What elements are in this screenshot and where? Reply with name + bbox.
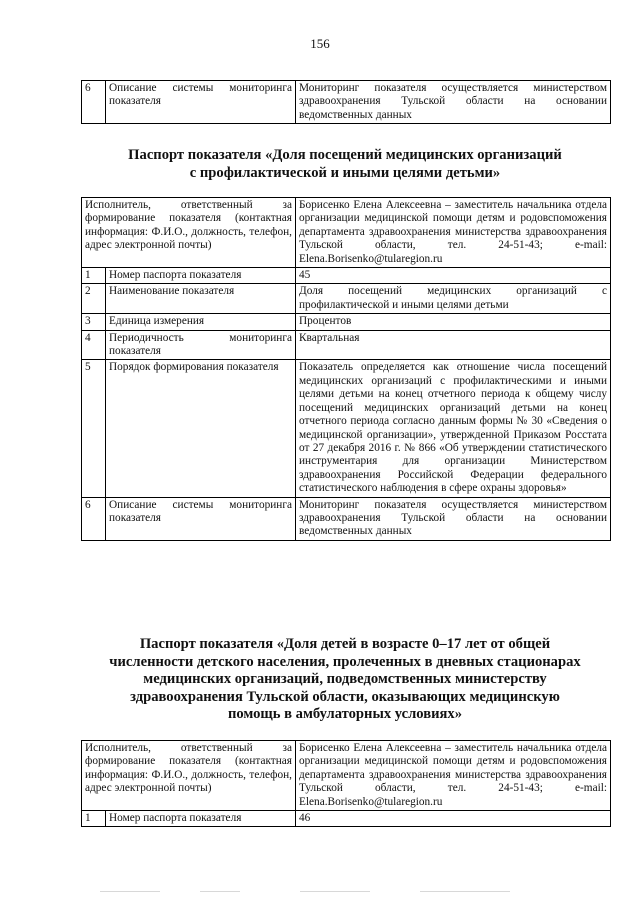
section2-heading-line: Паспорт показателя «Доля детей в возрасте 0–17 лет от общей — [139, 636, 551, 652]
section1-heading-line: Паспорт показателя «Доля посещений медицинских организаций — [128, 147, 562, 163]
executor-label: Исполнитель, ответственный за формирование показателя (контактная информация: Ф.И.О., должность, телефон, адрес электронной почты) — [82, 198, 296, 268]
section2-heading-line: помощь в амбулаторных условиях» — [227, 706, 463, 723]
row-number: 4 — [82, 330, 106, 360]
row-label: Периодичность мониторинга показателя — [106, 330, 296, 360]
row-number: 1 — [82, 268, 106, 284]
table-row — [82, 268, 611, 284]
row-label: Описание системы мониторинга показателя — [106, 81, 296, 124]
row-number: 3 — [82, 314, 106, 330]
section2-heading-line: здравоохранения Тульской области, оказывающих медицинскую — [130, 688, 560, 705]
table-row — [82, 497, 611, 540]
row-value: 46 — [296, 811, 611, 827]
executor-value: Борисенко Елена Алексеевна – заместитель начальника отдела организации медицинской помощи детям и родовспоможения департамента здравоохранения министерства здравоохранения Тульской области, тел. 24-51-43; e-mail: Elena.Borisenko@tularegion.ru — [296, 198, 611, 268]
row-label: Порядок формирования показателя — [106, 360, 296, 497]
table-row — [82, 360, 611, 497]
scan-artifact-line — [0, 891, 640, 892]
row-number: 5 — [82, 360, 106, 497]
page-number: 156 — [310, 36, 330, 51]
section2-heading — [70, 636, 620, 724]
top-table — [81, 80, 611, 124]
section2-heading-line: численности детского населения, пролеченных в дневных стационарах — [109, 653, 581, 670]
row-value: Мониторинг показателя осуществляется министерством здравоохранения Тульской области на основании ведомственных данных — [296, 81, 611, 124]
table-row — [82, 198, 611, 268]
row-value: Доля посещений медицинских организаций с профилактической и иными целями детьми — [296, 284, 611, 314]
executor-label: Исполнитель, ответственный за формирование показателя (контактная информация: Ф.И.О., должность, телефон, адрес электронной почты) — [82, 741, 296, 811]
section1-heading — [70, 147, 620, 182]
row-label: Наименование показателя — [106, 284, 296, 314]
table-row — [82, 330, 611, 360]
row-value: Мониторинг показателя осуществляется министерством здравоохранения Тульской области на основании ведомственных данных — [296, 497, 611, 540]
table-row — [82, 314, 611, 330]
table-row — [82, 81, 611, 124]
row-value: 45 — [296, 268, 611, 284]
row-value: Показатель определяется как отношение числа посещений медицинских организаций с профилактическими и иными целями детьми на конец отчетного периода к общему числу посещений медицинских организаций детьми на конец отчетного периода согласно данным формы № 30 «Сведения о медицинской организации», утвержденной Приказом Росстата от 27 декабря 2016 г. № 866 «Об утверждении статистического инструментария для организации Министерством здравоохранения Российской Федерации федерального статистического наблюдения в сфере охраны здоровья» — [296, 360, 611, 497]
executor-value: Борисенко Елена Алексеевна – заместитель начальника отдела организации медицинской помощи детям и родовспоможения департамента здравоохранения министерства здравоохранения Тульской области, тел. 24-51-43; e-mail: Elena.Borisenko@tularegion.ru — [296, 741, 611, 811]
table-row — [82, 811, 611, 827]
row-label: Номер паспорта показателя — [106, 268, 296, 284]
section2-table — [81, 740, 611, 827]
row-number: 2 — [82, 284, 106, 314]
section2-heading-line: медицинских организаций, подведомственных министерству — [143, 671, 547, 688]
section1-heading-line: с профилактической и иными целями детьми» — [189, 164, 501, 181]
table-row — [82, 284, 611, 314]
row-label: Номер паспорта показателя — [106, 811, 296, 827]
row-number: 6 — [82, 81, 106, 124]
row-label: Описание системы мониторинга показателя — [106, 497, 296, 540]
row-number: 6 — [82, 497, 106, 540]
row-value: Квартальная — [296, 330, 611, 360]
row-label: Единица измерения — [106, 314, 296, 330]
section1-table — [81, 197, 611, 541]
table-row — [82, 741, 611, 811]
row-value: Процентов — [296, 314, 611, 330]
row-number: 1 — [82, 811, 106, 827]
